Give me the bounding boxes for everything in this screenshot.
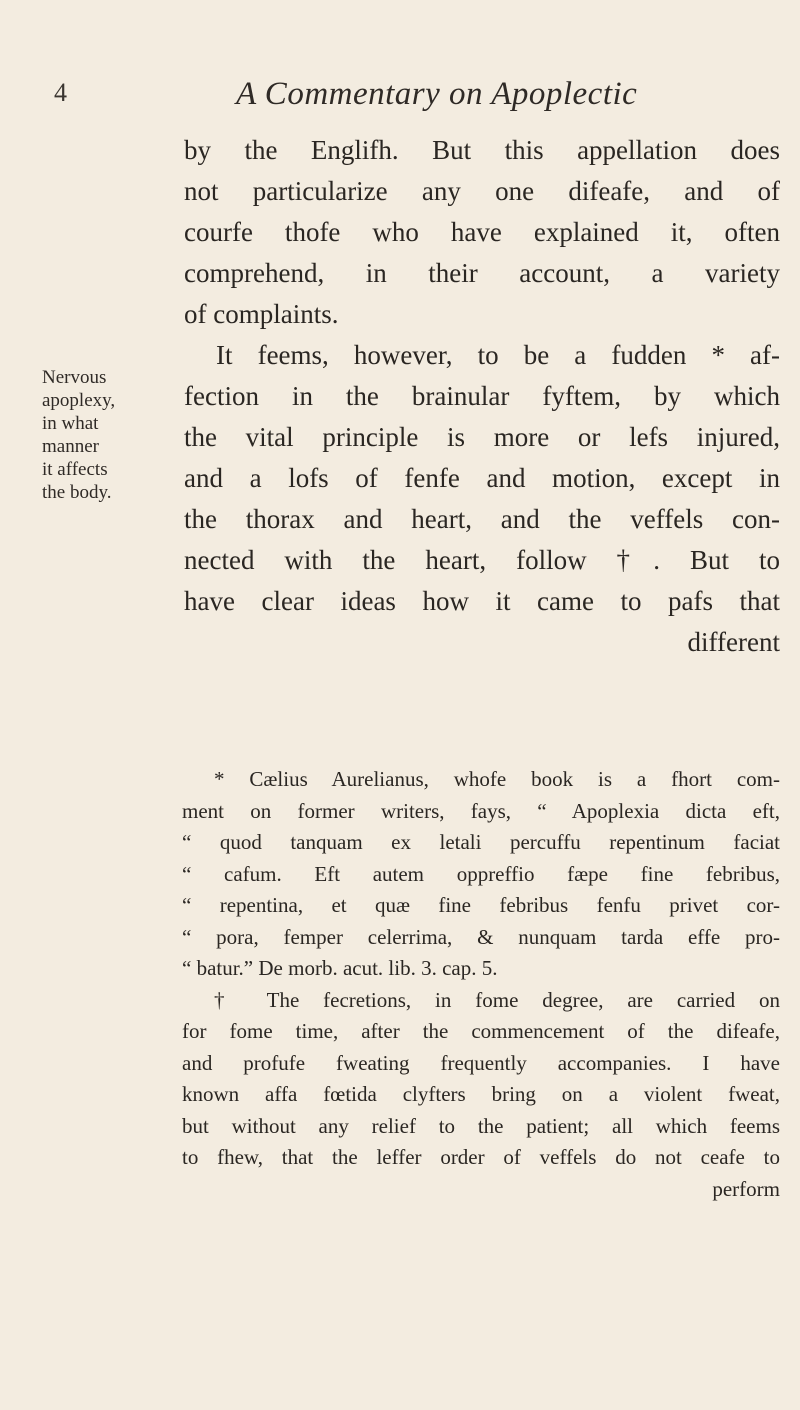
body-line: It feems, however, to be a fudden * af- [216, 340, 780, 370]
running-head: A Commentary on Apoplectic [236, 76, 638, 112]
body-line: courfe thofe who have explained it, often [184, 217, 780, 247]
footnote-line: “ batur.” De morb. acut. lib. 3. cap. 5. [182, 956, 498, 980]
body-line: the vital principle is more or lefs injured, [184, 422, 780, 452]
marginal-note [42, 366, 172, 504]
footnote-line: “ quod tanquam ex letali percuffu repentinum faciat [182, 830, 780, 854]
page-number: 4 [54, 78, 67, 107]
body-line: the thorax and heart, and the veffels con- [184, 504, 780, 534]
marginal-note-line: Nervous [42, 367, 107, 388]
footnote-line: † The fecretions, in fome degree, are carried on [214, 987, 780, 1012]
footnote-line: “ cafum. Eft autem oppreffio fæpe fine febribus, [182, 861, 780, 886]
body-line: nected with the heart, follow †. But to [184, 545, 780, 575]
catchword: different [687, 627, 780, 657]
marginal-note-line: in what [42, 413, 99, 434]
body-text [184, 130, 780, 663]
marginal-note-line: it affects [42, 459, 108, 480]
footnote-line: but without any relief to the patient; all which feems [182, 1113, 780, 1138]
footnote-line: * Cælius Aurelianus, whofe book is a fhort com- [214, 767, 780, 791]
marginal-note-line: the body. [42, 482, 112, 503]
body-line: not particularize any one difeafe, and of [184, 176, 780, 206]
footnotes [182, 764, 780, 1205]
body-line: have clear ideas how it came to pafs that [184, 586, 780, 616]
marginal-note-line: manner [42, 436, 99, 457]
footnote-line: “ pora, femper celerrima, & nunquam tarda effe pro- [182, 924, 780, 949]
body-line: comprehend, in their account, a variety [184, 258, 780, 288]
body-line: fection in the brainular fyftem, by which [184, 381, 780, 411]
body-line: of complaints. [184, 299, 339, 329]
footnote-line: and profufe fweating frequently accompanies. I have [182, 1050, 780, 1075]
footnote-line: to fhew, that the leffer order of veffels do not ceafe to [182, 1145, 780, 1169]
footnote-line: known affa fœtida clyfters bring on a violent fweat, [182, 1082, 780, 1106]
body-line: by the Englifh. But this appellation does [184, 135, 780, 165]
body-line: and a lofs of fenfe and motion, except in [184, 463, 780, 493]
footnote-line: “ repentina, et quæ fine febribus fenfu privet cor- [182, 893, 780, 917]
footnote-catchword: perform [712, 1176, 780, 1201]
footnote-line: for fome time, after the commencement of the difeafe, [182, 1019, 780, 1043]
footnote-line: ment on former writers, fays, “ Apoplexia dicta eft, [182, 798, 780, 823]
marginal-note-line: apoplexy, [42, 390, 116, 411]
